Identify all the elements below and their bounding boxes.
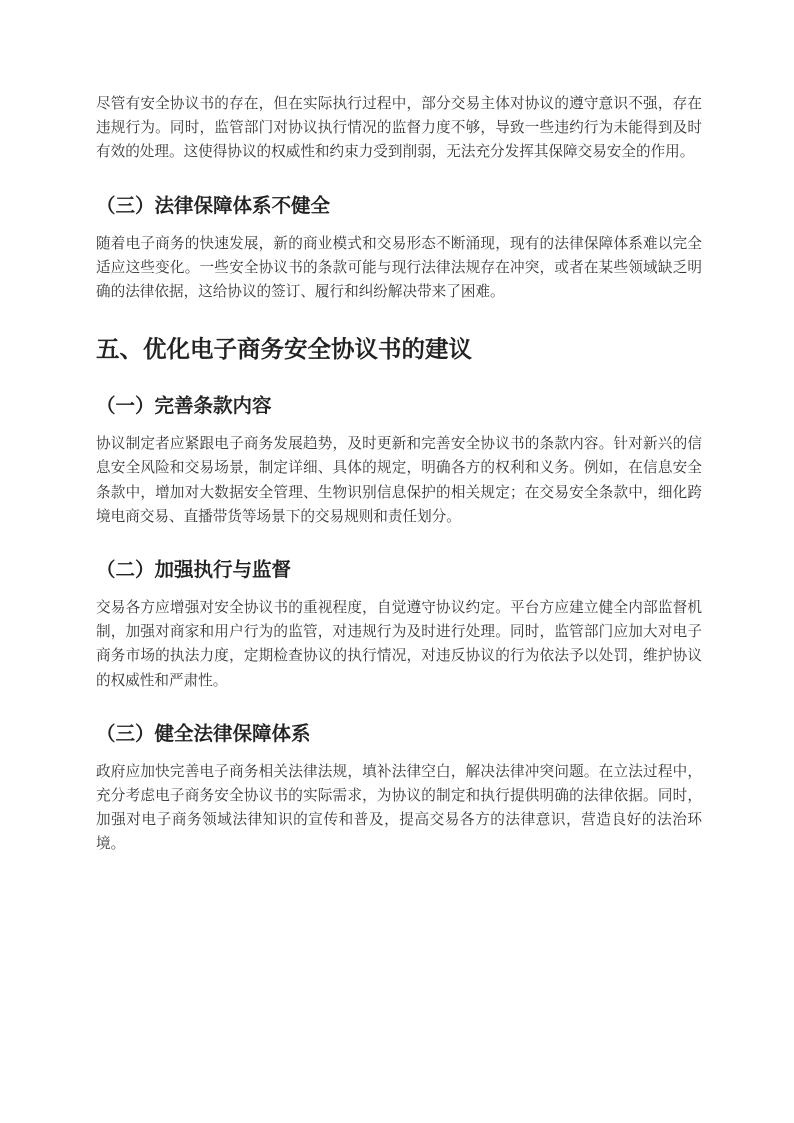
paragraph-legal-system-sound: 政府应加快完善电子商务相关法律法规，填补法律空白，解决法律冲突问题。在立法过程中，充分考虑电子商务安全协议书的实际需求，为协议的制定和执行提供明确的法律依据。同时，加强对电子商务领域法律知识的宣传和普及，提高交易各方的法律意识，营造良好的法治环境。 [96, 762, 702, 853]
paragraph-improve-terms: 协议制定者应紧跟电子商务发展趋势，及时更新和完善安全协议书的条款内容。针对新兴的信息安全风险和交易场景，制定详细、具体的规定，明确各方的权利和义务。例如，在信息安全条款中，增加对大数据安全管理、生物识别信息保护的相关规定；在交易安全条款中，细化跨境电商交易、直播带货等场景下的交易规则和责任划分。 [96, 435, 702, 525]
heading-legal-system-sound: （三）健全法律保障体系 [96, 721, 311, 745]
heading-section-5: 五、优化电子商务安全协议书的建议 [96, 335, 472, 364]
paragraph-intro: 尽管有安全协议书的存在，但在实际执行过程中，部分交易主体对协议的遵守意识不强，存在违规行为。同时，监管部门对协议执行情况的监督力度不够，导致一些违约行为未能得到及时有效的处理。这使得协议的权威性和约束力受到削弱，无法充分发挥其保障交易安全的作用。 [96, 95, 702, 161]
heading-improve-terms: （一）完善条款内容 [96, 394, 272, 418]
paragraph-legal-system-incomplete: 随着电子商务的快速发展，新的商业模式和交易形态不断涌现，现有的法律保障体系难以完全适应这些变化。一些安全协议书的条款可能与现行法律法规存在冲突，或者在某些领域缺乏明确的法律依据，这给协议的签订、履行和纠纷解决带来了困难。 [96, 234, 702, 301]
paragraph-strengthen-enforcement: 交易各方应增强对安全协议书的重视程度，自觉遵守协议约定。平台方应建立健全内部监督机制，加强对商家和用户行为的监管，对违规行为及时进行处理。同时，监管部门应加大对电子商务市场的执法力度，定期检查协议的执行情况，对违反协议的行为依法予以处罚，维护协议的权威性和严肃性。 [96, 599, 702, 689]
document-page [96, 92, 702, 857]
heading-strengthen-enforcement: （二）加强执行与监督 [96, 558, 292, 582]
heading-legal-system-incomplete: （三）法律保障体系不健全 [96, 193, 331, 217]
